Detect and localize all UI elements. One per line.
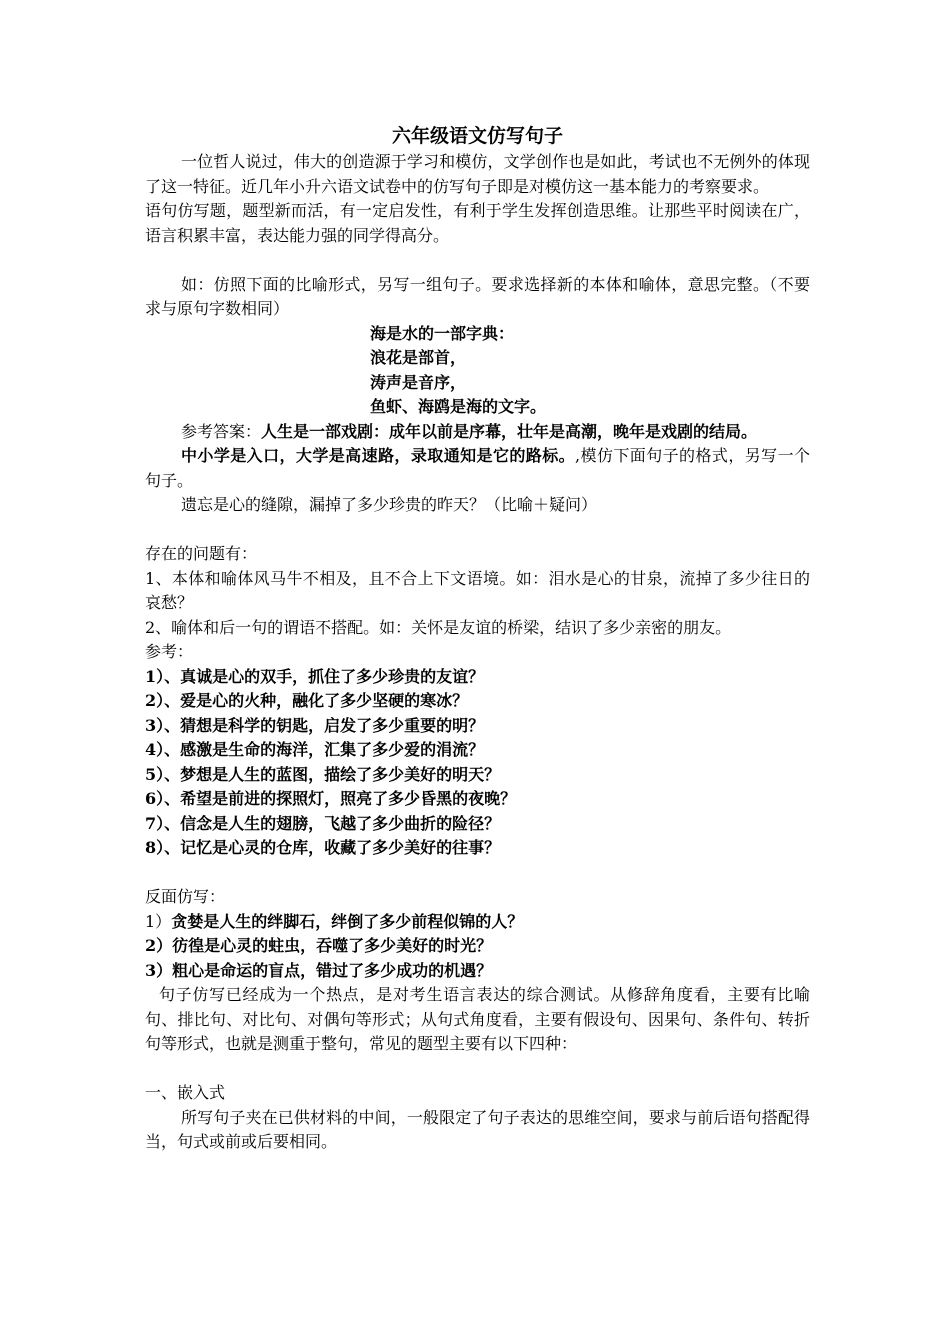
example-poem — [145, 322, 810, 420]
answer-paragraph — [145, 420, 810, 445]
negative-item: 1）贪婪是人生的绊脚石，绊倒了多少前程似锦的人？ — [145, 911, 524, 931]
reference-item: 6）、希望是前进的探照灯，照亮了多少昏黑的夜晚？ — [145, 789, 517, 808]
model-sentence: 遗忘是心的缝隙，漏掉了多少珍贵的昨天？（比喻＋疑问） — [181, 495, 598, 514]
reference-item: 5）、梦想是人生的蓝图，描绘了多少美好的明天？ — [145, 764, 501, 784]
poem-line: 海是水的一部字典： — [370, 323, 515, 343]
example-prompt: 如：仿照下面的比喻形式，另写一组句子。要求选择新的本体和喻体，意思完整。（不要求与原句字数相同） — [145, 274, 810, 318]
answer-text: 人生是一部戏剧：成年以前是序幕，壮年是高潮，晚年是戏剧的结局。 — [261, 421, 758, 441]
reference-item: 7）、信念是人生的翅膀，飞越了多少曲折的险径？ — [145, 813, 501, 833]
reference-item: 2）、爱是心的火种，融化了多少坚硬的寒冰？ — [145, 691, 469, 710]
reference-item: 4）、感激是生命的海洋，汇集了多少爱的涓流？ — [145, 740, 485, 759]
reference-item: 3）、猜想是科学的钥匙，启发了多少重要的明？ — [145, 715, 485, 735]
reference-item: 8）、记忆是心灵的仓库，收藏了多少美好的往事？ — [145, 838, 501, 857]
reference-label: 参考： — [145, 642, 194, 661]
answer2-rest: ,模仿下面句子的格式，另写一个句子。 — [145, 446, 810, 490]
blank-line — [145, 518, 810, 543]
document-page — [145, 122, 810, 1155]
blank-line — [145, 861, 810, 886]
poem-line: 鱼虾、海鸥是海的文字。 — [370, 397, 547, 416]
blank-line — [145, 248, 810, 273]
problem-item: 2、喻体和后一句的谓语不搭配。如：关怀是友谊的桥梁，结识了多少亲密的朋友。 — [145, 617, 732, 637]
negative-item: 3）粗心是命运的盲点，错过了多少成功的机遇？ — [145, 960, 493, 980]
answer2-bold: 中小学是入口，大学是高速路，录取通知是它的路标。 — [181, 446, 576, 465]
section-body: 所写句子夹在已供材料的中间，一般限定了句子表达的思维空间，要求与前后语句搭配得当，句式或前或后要相同。 — [145, 1107, 810, 1151]
answer-label: 参考答案： — [181, 421, 262, 441]
negative-heading: 反面仿写： — [145, 887, 226, 906]
summary-paragraph: 句子仿写已经成为一个热点，是对考生语言表达的综合测试。从修辞角度看，主要有比喻句、排比句、对比句、对偶句等形式；从句式角度看，主要有假设句、因果句、条件句、转折句等形式，也就是测重于整句，常见的题型主要有以下四种： — [145, 985, 810, 1053]
answer2-paragraph — [145, 444, 810, 493]
page-title: 六年级语文仿写句子 — [391, 125, 563, 147]
section-heading: 一、嵌入式 — [145, 1083, 226, 1102]
problems-heading: 存在的问题有： — [145, 544, 258, 563]
intro-paragraph-2: 语句仿写题，题型新而活，有一定启发性，有利于学生发挥创造思维。让那些平时阅读在广，语言积累丰富，表达能力强的同学得高分。 — [145, 201, 810, 245]
poem-line: 涛声是音序， — [370, 372, 467, 392]
intro-paragraph-1: 一位哲人说过，伟大的创造源于学习和模仿，文学创作也是如此，考试也不无例外的体现了这一特征。近几年小升六语文试卷中的仿写句子即是对模仿这一基本能力的考察要求。 — [145, 152, 810, 196]
poem-line: 浪花是部首， — [370, 348, 467, 367]
reference-item: 1）、真诚是心的双手，抓住了多少珍贵的友谊？ — [145, 666, 485, 686]
problem-item: 1、本体和喻体风马牛不相及，且不合上下文语境。如：泪水是心的甘泉，流掉了多少往日的哀愁？ — [145, 568, 810, 612]
negative-item: 2）彷徨是心灵的蛀虫，吞噬了多少美好的时光？ — [145, 936, 493, 955]
blank-line — [145, 1057, 810, 1082]
